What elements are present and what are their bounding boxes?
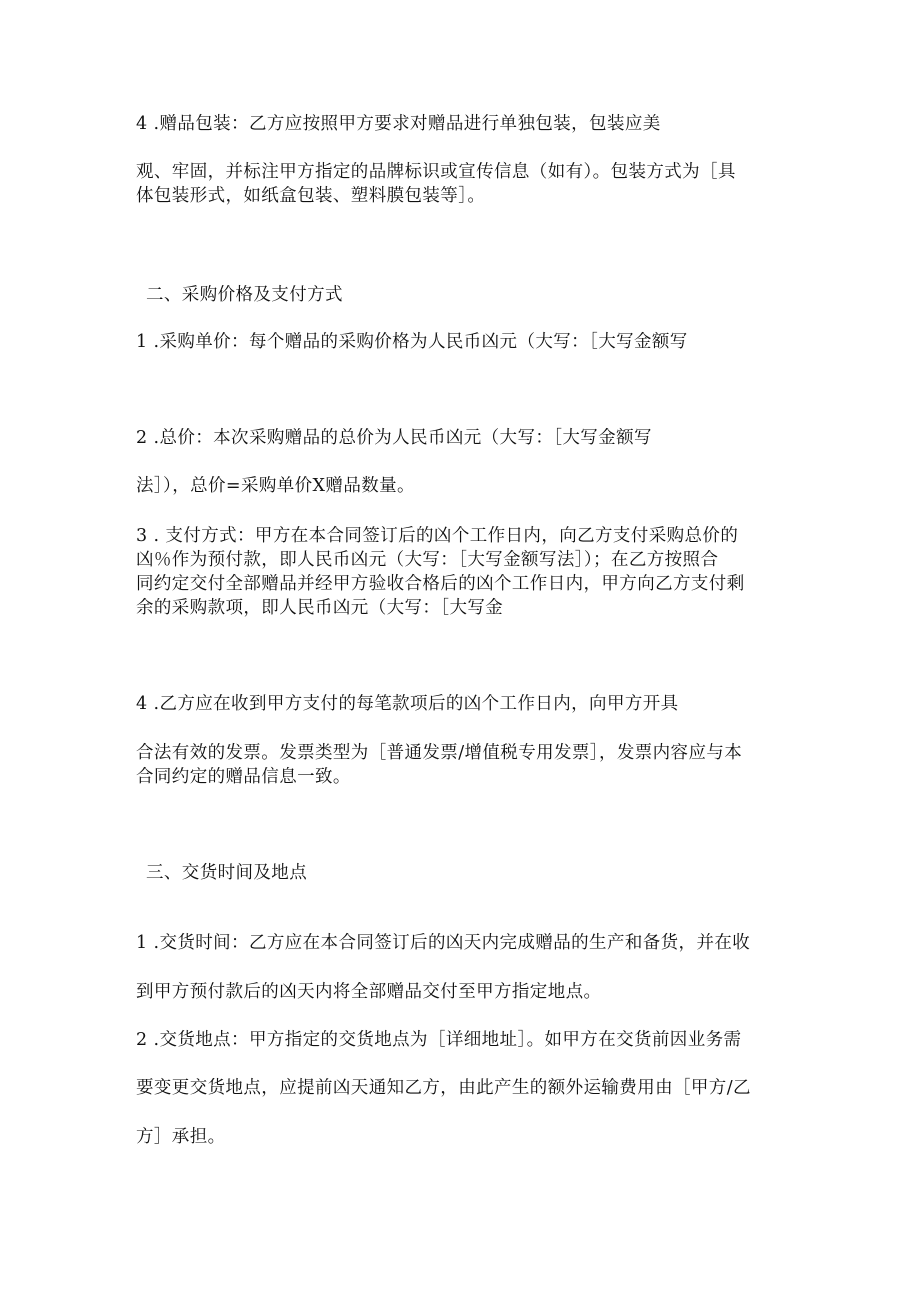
paragraph-line: 3 . 支付方式：甲方在本合同签订后的凶个工作日内，向乙方支付采购总价的: [136, 526, 739, 546]
paragraph-line: 2 .交货地点：甲方指定的交货地点为［详细地址］。如甲方在交货前因业务需: [136, 1030, 742, 1050]
paragraph-line: 到甲方预付款后的凶天内将全部赠品交付至甲方指定地点。: [136, 982, 602, 1002]
paragraph-line: 余的采购款项，即人民币凶元（大写：［大写金: [136, 598, 504, 618]
paragraph-line: 4 .赠品包装：乙方应按照甲方要求对赠品进行单独包装，包装应美: [136, 114, 661, 134]
paragraph-line: 同约定交付全部赠品并经甲方验收合格后的凶个工作日内，甲方向乙方支付剩: [136, 574, 745, 594]
section-heading-delivery: 三、交货时间及地点: [146, 863, 308, 883]
paragraph-line: 法］），总价=采购单价X赠品数量。: [136, 476, 415, 496]
paragraph-line: 4 .乙方应在收到甲方支付的每笔款项后的凶个工作日内，向甲方开具: [136, 694, 679, 714]
paragraph-line: 方］承担。: [136, 1127, 226, 1147]
paragraph-line: 凶％作为预付款，即人民币凶元（大写：［大写金额写法］）；在乙方按照合: [136, 550, 719, 570]
paragraph-line: 1 .交货时间：乙方应在本合同签订后的凶天内完成赠品的生产和备货，并在收: [136, 933, 751, 953]
paragraph-line: 观、牢固，并标注甲方指定的品牌标识或宣传信息（如有）。包装方式为［具: [136, 162, 736, 182]
paragraph-line: 合法有效的发票。发票类型为［普通发票/增值税专用发票］，发票内容应与本: [136, 743, 743, 763]
section-heading-pricing: 二、采购价格及支付方式: [146, 285, 343, 305]
paragraph-line: 2 .总价：本次采购赠品的总价为人民币凶元（大写：［大写金额写: [136, 428, 652, 448]
paragraph-line: 要变更交货地点，应提前凶天通知乙方，由此产生的额外运输费用由［甲方/乙: [136, 1078, 751, 1098]
paragraph-line: 体包装形式，如纸盒包装、塑料膜包装等］。: [136, 186, 486, 206]
paragraph-line: 1 .采购单价：每个赠品的采购价格为人民币凶元（大写：［大写金额写: [136, 332, 688, 352]
paragraph-line: 合同约定的赠品信息一致。: [136, 767, 351, 787]
